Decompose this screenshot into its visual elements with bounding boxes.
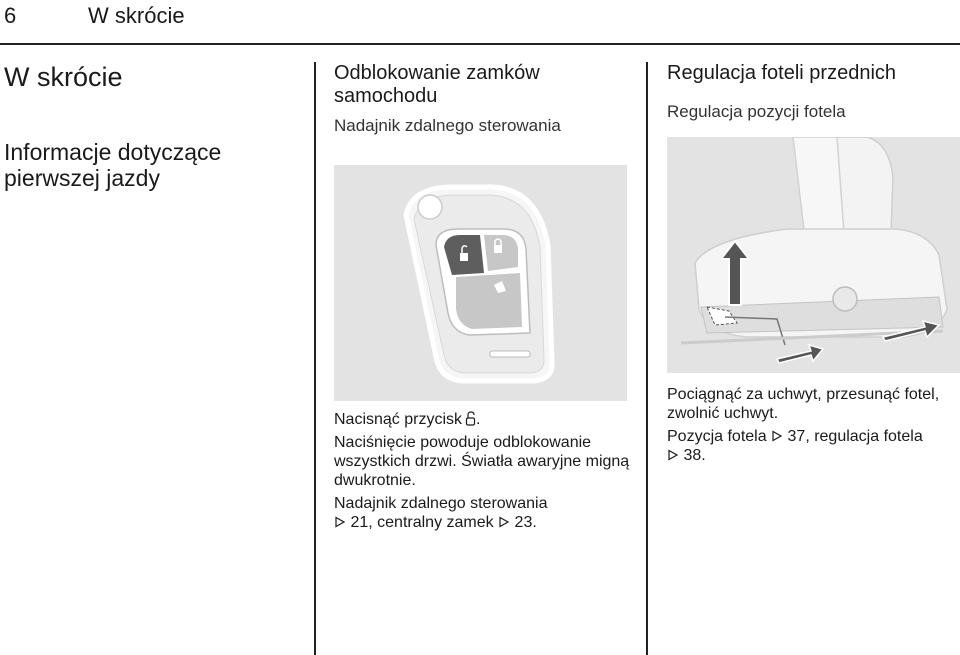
column-2-text [334, 410, 634, 532]
reference-remote-link[interactable]: 21, centralny zamek [350, 514, 494, 531]
paragraph-unlock-result: Naciśnięcie powoduje odblokowanie wszystkich drzwi. Światła awaryjne migną dwukrotnie. [334, 434, 630, 489]
column-1 [4, 62, 304, 191]
reference-arrow-icon [667, 449, 679, 461]
page-number: 6 [4, 3, 17, 28]
paragraph-seat-instructions: Pociągnąć za uchwyt, przesunąć fotel, zwolnić uchwyt. [667, 386, 940, 422]
paragraph-references-remote: Nadajnik zdalnego sterowania 21, centralny zamek 23. [334, 495, 548, 531]
reference-seat-position-link[interactable]: 37, regulacja fotela [787, 428, 923, 445]
paragraph-references-seat: Pozycja fotela 37, regulacja fotela 38. [667, 428, 923, 464]
column-divider-right [646, 62, 648, 655]
reference-arrow-icon [334, 516, 346, 528]
reference-arrow-icon [498, 516, 510, 528]
remote-key-illustration [334, 165, 627, 401]
section-title: W skrócie [4, 62, 123, 92]
subsection-title: Informacje dotyczące pierwszej jazdy [4, 139, 222, 191]
subtopic-remote-control: Nadajnik zdalnego sterowania [334, 116, 561, 135]
column-3-text [667, 385, 960, 465]
column-divider-left [314, 62, 316, 655]
column-2 [334, 62, 634, 136]
topic-title-unlocking: Odblokowanie zamków samochodu [334, 62, 540, 107]
topic-title-front-seats: Regulacja foteli przednich [667, 62, 897, 84]
page-header [0, 0, 960, 44]
reference-seat-adjust-link[interactable]: 38. [683, 447, 706, 464]
remote-key-drawing [334, 165, 627, 401]
subtopic-seat-position: Regulacja pozycji fotela [667, 102, 846, 121]
header-rule [0, 43, 960, 45]
reference-central-lock-link[interactable]: 23. [514, 514, 537, 531]
paragraph-press-button: Nacisnąć przycisk . [334, 411, 481, 428]
unlock-icon [465, 411, 476, 426]
column-3 [667, 62, 960, 122]
seat-drawing [667, 137, 960, 373]
reference-arrow-icon [771, 430, 783, 442]
seat-adjustment-illustration [667, 137, 960, 373]
running-header-title: W skrócie [88, 3, 185, 28]
